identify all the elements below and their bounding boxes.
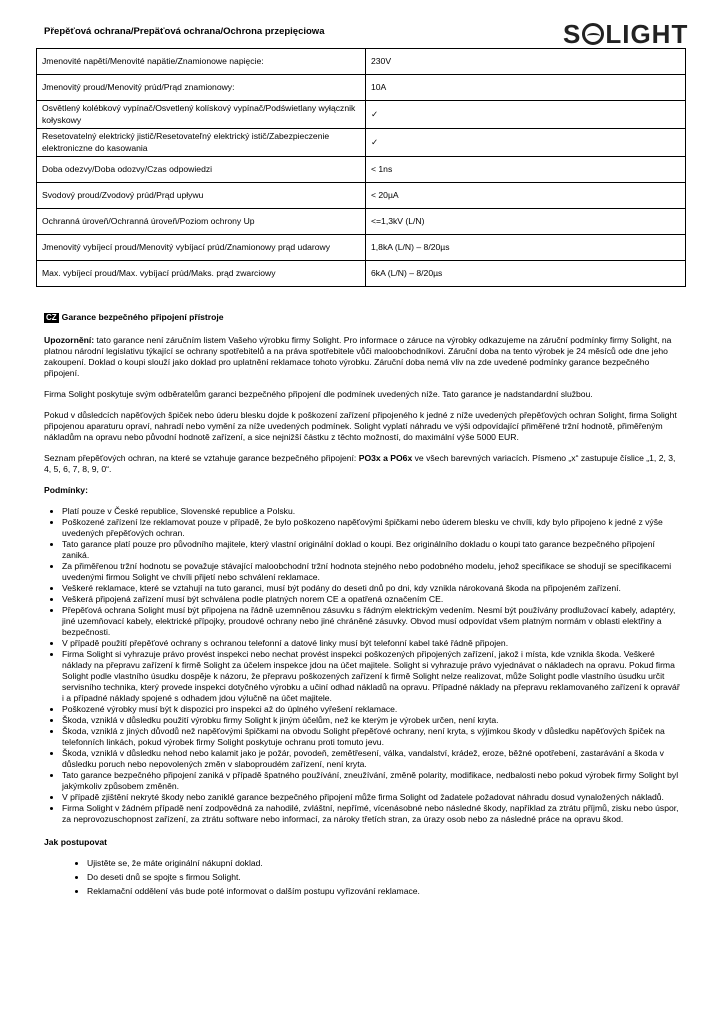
procedure-list	[44, 858, 680, 897]
spec-key: Jmenovitý vybíjecí proud/Menovitý vybíjací prúd/Znamionowy prąd udarowy	[37, 235, 366, 261]
condition-item: • Tato garance bezpečného připojení zaniká v případě špatného používání, zneužívání, změně polarity, modifikace, nedbalosti nebo pokud výrobek firmy Solight byl jakýmkoliv způsobem změněn.	[62, 770, 680, 792]
spec-row	[37, 49, 686, 75]
spec-value: 230V	[366, 49, 686, 75]
paragraph-product-list: Seznam přepěťových ochran, na které se vztahuje garance bezpečného připojení: PO3x a PO6x ve všech barevných variacích. Písmeno „x“ zastupuje číslice „1, 2, 3, 4, 5, 6, 7, 8, 9, 0“.	[44, 453, 676, 474]
spec-value: 1,8kA (L/N) – 8/20µs	[366, 235, 686, 261]
spec-row	[37, 235, 686, 261]
paragraph-provider: Firma Solight poskytuje svým odběratelům garanci bezpečného připojení dle podmínek uvedených níže. Tato garance je nadstandardní službou.	[44, 389, 593, 399]
spec-key: Max. vybíjecí proud/Max. vybíjací prúd/Maks. prąd zwarciowy	[37, 261, 366, 287]
spec-key: Resetovatelný elektrický jistič/Resetovateľný elektrický istič/Zabezpieczenie elektroniczne do kasowania	[37, 129, 366, 157]
notice-label: Upozornění:	[44, 335, 95, 345]
condition-item: • V případě zjištění nekryté škody nebo zaniklé garance bezpečného připojení může firma Solight od žadatele požadovat náhradu dosud vynaložených nákladů.	[62, 792, 680, 803]
section-title: CZ Garance bezpečného připojení přístroje	[46, 312, 224, 322]
condition-item: • Firma Solight v žádném případě není zodpovědná za nahodilé, zvláštní, nepřímé, vícenásobné nebo následné škody, například za ztrátu příjmů, zisku nebo úspor, za neprovozuschopnost zařízení, za ztrátu software nebo informací, za nároky třetích stran, za úrazy osob nebo za následné práce na opravu škod.	[62, 803, 680, 825]
spec-key: Jmenovitý proud/Menovitý prúd/Prąd znamionowy:	[37, 75, 366, 101]
spec-key: Svodový proud/Zvodový prúd/Prąd upływu	[37, 183, 366, 209]
spec-row	[37, 183, 686, 209]
product-models: PO3x a PO6x	[358, 453, 413, 463]
condition-item: • Platí pouze v České republice, Slovenské republice a Polsku.	[62, 506, 680, 517]
spec-value: ✓	[366, 129, 686, 157]
spec-key: Jmenovité napětí/Menovité napätie/Znamionowe napięcie:	[37, 49, 366, 75]
procedure-step: • Ujistěte se, že máte originální nákupní doklad.	[87, 858, 680, 869]
notice-text: tato garance není záručním listem Vašeho výrobku firmy Solight. Pro informace o záruce na výrobky odkazujeme na záruční podmínky firmy Solight, na platnou národní legislativu týkající se ochrany spotřebitelů a na práva spotřebitele vůči maloobchodníkovi. Záruční doba na tento výrobek je 24 měsíců ode dne jeho zakoupení. Doklad o koupi slouží jako doklad pro uplatnění reklamace tohoto výrobku. Záruční doba nemá vliv na zde uvedené podmínky garance bezpečného připojení.	[44, 335, 672, 378]
condition-item: • Škoda, vzniklá v důsledku použití výrobku firmy Solight k jiným účelům, než ke kterým je výrobek určen, není kryta.	[62, 715, 680, 726]
spec-value: < 20µA	[366, 183, 686, 209]
condition-item: • Veškerá připojená zařízení musí být schválena podle platných norem CE a opatřená označením CE.	[62, 594, 680, 605]
spec-key: Osvětlený kolébkový vypínač/Osvetlený kolískový vypínač/Podświetlany wyłącznik kołyskowy	[37, 101, 366, 129]
condition-item: • Tato garance platí pouze pro původního majitele, který vlastní originální doklad o koupi. Bez originálního dokladu o koupi tato garance bezpečného připojení zaniká.	[62, 539, 680, 561]
spec-value: 6kA (L/N) – 8/20µs	[366, 261, 686, 287]
cz-badge: CZ	[46, 313, 57, 322]
spec-value: < 1ns	[366, 157, 686, 183]
spec-table	[36, 48, 686, 287]
condition-item: • Škoda, vzniklá z jiných důvodů než napěťovými špičkami na obvodu Solight přepěťové ochrany, není kryta, s výjimkou škody v důsledku napěťových špiček na telefonních linkách, pokud výrobek firmy Solight poskytuje ochranu proti tomuto jevu.	[62, 726, 680, 748]
spec-row	[37, 209, 686, 235]
conditions-list	[44, 506, 680, 825]
condition-item: • V případě použití přepěťové ochrany s ochranou telefonní a datové linky musí být telefonní kabel také řádně připojen.	[62, 638, 680, 649]
conditions-heading: Podmínky:	[44, 485, 88, 495]
spec-value: 10A	[366, 75, 686, 101]
spec-row	[37, 101, 686, 129]
spec-row	[37, 75, 686, 101]
condition-item: • Za přiměřenou tržní hodnotu se považuje stávající maloobchodní tržní hodnota stejného nebo podobného modelu, jehož specifikace se shodují se specifikacemi uvedenými firmou Solight ve chvíli přijetí nebo schválení reklamace.	[62, 561, 680, 583]
document-title: Přepěťová ochrana/Prepäťová ochrana/Ochrona przepięciowa	[44, 26, 325, 37]
condition-item: • Firma Solight si vyhrazuje právo provést inspekci nebo nechat provést inspekci poškozených připojených zařízení, jakož i místa, kde vznikla škoda. Veškeré náklady na přepravu zařízení k firmě Solight za účelem inspekce jdou na účet majitele. Solight si vyhrazuje právo vyjednávat o nákladech na opravu. Pokud firma Solight podle vlastního úsudku dospěje k názoru, že přepravu poškozených zařízení k firmě Solight nelze realizovat, může Solight podle vlastního úsudku určit servisního technika, který provede inspekci dotyčného výrobku a učiní odhad nákladů na opravu. Případné náklady na přepravu reklamovaného zařízení k opravář i a případné náklady spojené s odhadem jdou výlučně na účet majitele.	[62, 649, 680, 704]
spec-row	[37, 261, 686, 287]
spec-row	[37, 129, 686, 157]
spec-key: Ochranná úroveň/Ochranná úroveň/Poziom ochrony Up	[37, 209, 366, 235]
condition-item: • Poškozené zařízení lze reklamovat pouze v případě, že bylo poškozeno napěťovými špičkami nebo úderem blesku ve chvíli, kdy bylo připojeno k jedné z výše uvedených přepěťových ochran.	[62, 517, 680, 539]
condition-item: • Přepěťová ochrana Solight musí být připojena na řádně uzemněnou zásuvku s řádným elektrickým vedením. Nesmí být používány prodlužovací kabely, adaptéry, jiné uzemňovací kabely, elektrické přípojky, proudové ochrany nebo jiné chráněné zásuvky. Obvod musí odpovídat všem platným normám v oblasti elektřiny a bezpečnosti.	[62, 605, 680, 638]
procedure-heading: Jak postupovat	[44, 837, 108, 847]
solight-logo: S LIGHT	[563, 18, 689, 49]
spec-row	[37, 157, 686, 183]
spec-value: <=1,3kV (L/N)	[366, 209, 686, 235]
condition-item: • Škoda, vzniklá v důsledku nehod nebo kalamit jako je požár, povodeň, zemětřesení, válka, vandalství, krádež, eroze, běžné opotřebení, zastarávání a škoda v důsledku poruch nebo nepovolených změn v slaboproudém zařízení, není kryta.	[62, 748, 680, 770]
notice-paragraph	[44, 335, 680, 379]
procedure-step: • Do deseti dnů se spojte s firmou Solight.	[87, 872, 680, 883]
guarantee-section	[44, 312, 680, 900]
paragraph-compensation: Pokud v důsledcích napěťových špiček nebo úderu blesku dojde k poškození zařízení připojeného k jedné z níže uvedených přepěťových ochran Solight, firma Solight připojenou aparaturu opraví, nahradí nebo vymění za níže uvedených podmínek. Solight vyplatí náhradu ve výši odpovídající přiměřené tržní hodnotě, přiměřeným nákladům na opravu nebo původní hodnotě zařízení, a sice nejnižší částku z těchto možností, do maximální výše 5000 EUR.	[44, 410, 677, 442]
spec-value: ✓	[366, 101, 686, 129]
spec-key: Doba odezvy/Doba odozvy/Czas odpowiedzi	[37, 157, 366, 183]
condition-item: • Veškeré reklamace, které se vztahují na tuto garanci, musí být podány do deseti dnů po dni, kdy vznikla nárokovaná škoda na připojeném zařízení.	[62, 583, 680, 594]
procedure-step: • Reklamační oddělení vás bude poté informovat o dalším postupu vyřizování reklamace.	[87, 886, 680, 897]
logo-o-symbol-icon	[582, 23, 604, 45]
condition-item: • Poškozené výrobky musí být k dispozici pro inspekci až do úplného vyřešení reklamace.	[62, 704, 680, 715]
